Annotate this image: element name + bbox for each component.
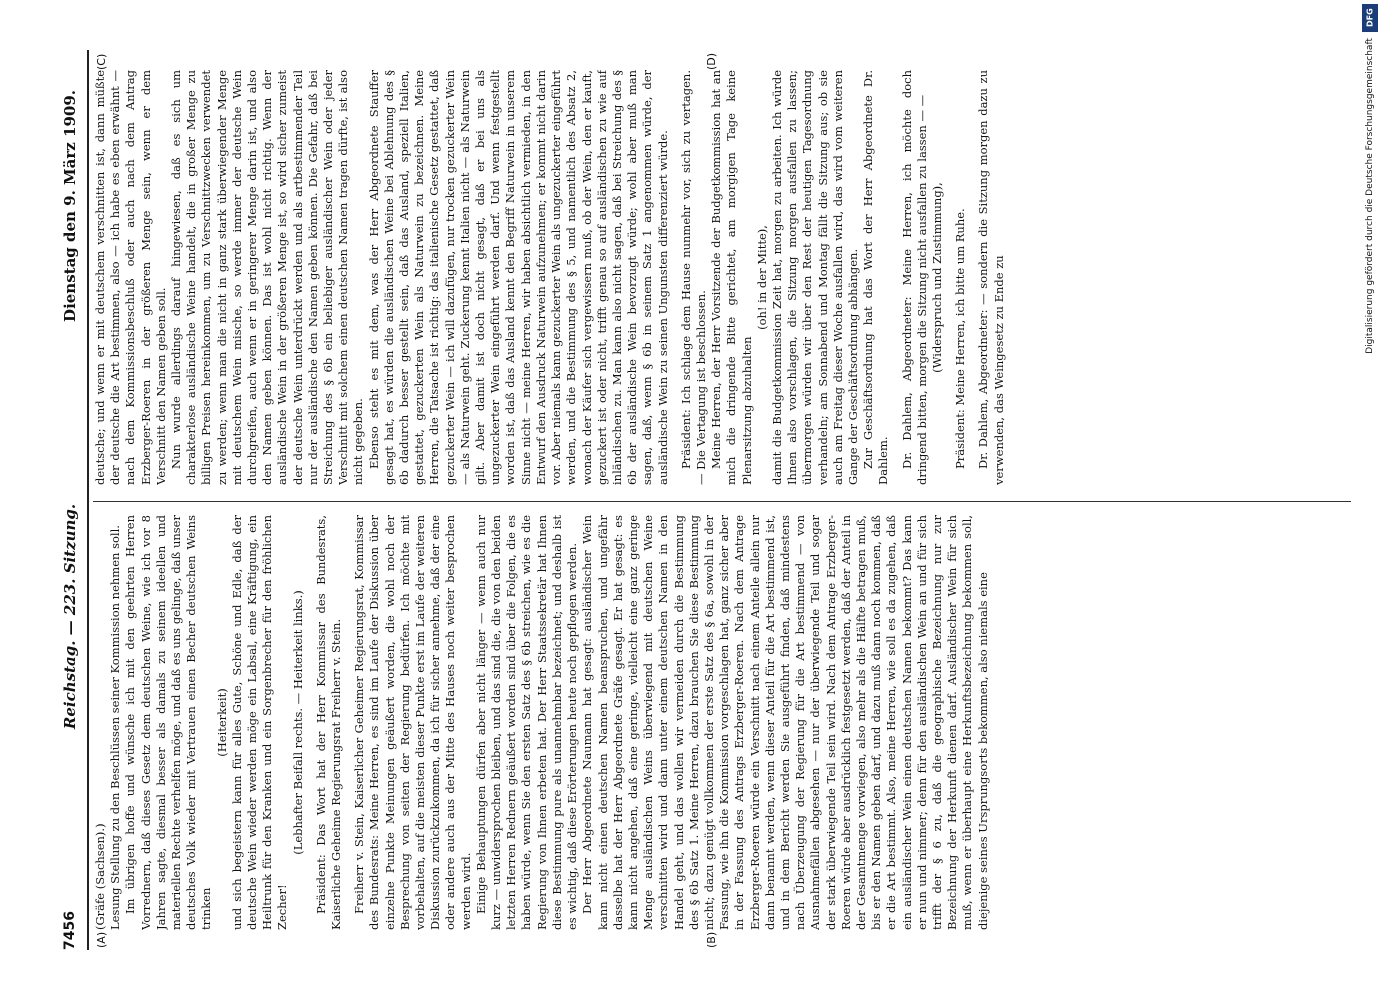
paragraph: deutsche; und wenn er mit deutschem verschnitten ist, dann müßte der deutsche die Art bestimmen, also — ich habe es eben erwähnt — nach dem Kommissionsbeschluß oder auch nach dem Antrag Erzberger-Roeren in der größeren Menge sein, wenn er dem Verschnitt den Namen geben soll.	[93, 70, 168, 485]
page-number: 7456	[62, 911, 78, 950]
margin-marker-a: (A)	[95, 931, 108, 948]
header-date: Dienstag den 9. März 1909.	[61, 90, 79, 322]
speaker-note: (Gräfe (Sachsen).)	[93, 823, 107, 930]
dfg-credit: Digitalisierung gefördert durch die Deutsche Forschungsgemeinschaft	[1365, 38, 1375, 354]
paragraph: Zur Geschäftsordnung hat das Wort der Herr Abgeordnete Dr. Dahlem.	[861, 70, 891, 485]
right-column	[93, 70, 1351, 485]
interjection: (oh! in der Mitte),	[754, 225, 769, 330]
page-header	[55, 50, 85, 950]
dfg-watermark	[1361, 4, 1379, 564]
speech-stein: Freiherr v. Stein, Kaiserlicher Geheimer Regierungsrat, Kommissar des Bundesrats: Meine Herren, es sind im Laufe der Diskussion über einzelne Punkte Meinungen geäußert worden, die wohl noch der Besprechung von seiten der Regierung bedürfen. Ich möchte mit vorbehalten, auf die meisten dieser Punkte erst im Laufe der weiteren Diskussion zurückzukommen, da ich für sicher annehme, daß der eine oder andere auch aus der Mitte des Hauses noch weiter besprochen werden wird.	[352, 515, 473, 930]
speech-dahlem: Dr. Dahlem, Abgeordneter: Meine Herren, ich möchte doch dringend bitten, morgen die Sitzung nicht ausfallen zu lassen — —	[899, 70, 929, 485]
paragraph: Lesung Stellung zu den Beschlüssen seiner Kommission nehmen soll.	[108, 525, 123, 930]
president-statement: Präsident: Meine Herren, ich bitte um Ruhe.	[953, 208, 968, 469]
margin-marker-b: (B)	[705, 931, 718, 948]
scanned-page	[55, 50, 1351, 950]
paragraph: damit die Budgetkommission Zeit hat, morgen zu arbeiten. Ich würde Ihnen also vorschlagen, die Sitzung morgen ausfallen zu lassen; übermorgen würden wir über den Rest der heutigen Tagesordnung verhandeln; am Sonnabend und Montag fällt die Sitzung aus; ob sie auch am Freitag dieser Woche ausfallen wird, das wird vom weiteren Gange der Geschäftsordnung abhängen.	[769, 70, 860, 485]
interjection: (Widerspruch und Zustimmung),	[929, 182, 944, 373]
paragraph: Einige Behauptungen dürfen aber nicht länger — wenn auch nur kurz — unwidersprochen bleiben, und das sind die, die von den beiden letzten Herren Rednern geäußert worden sind über die Folgen, die es haben würde, wenn Sie den ersten Satz des § 6b streichen, wie es die Regierung von Ihnen erbeten hat. Der Herr Staatssekretär hat Ihnen diese Bestimmung pure als unannehmbar bezeichnet; und deshalb ist es wichtig, daß diese Erörterungen heute noch gepflogen werden.	[473, 515, 580, 930]
speech-dahlem: Dr. Dahlem, Abgeordneter: — sondern die Sitzung morgen dazu zu verwenden, das Weingesetz zu Ende zu	[976, 70, 1006, 485]
paragraph: Nun wurde allerdings darauf hingewiesen, daß es sich um charakterlose ausländische Weine handelt, die in großer Menge zu billigen Preisen hereinkommen, um zu Verschnittzwecken verwendet zu werden; wenn man die nicht in ganz stark überwiegender Menge mit deutschem Wein mische, so werde immer der deutsche Wein durchgreifen, auch wenn er in geringerer Menge darin ist, und also den Namen geben können. Das ist wohl nicht richtig. Wenn der ausländische Wein in der größeren Menge ist, so wird sicher zumeist der deutsche Wein unterdrückt werden und als artbestimmender Teil nur der ausländische den Namen geben können. Die Gefahr, daß bei Streichung des § 6b ein beliebiger ausländischer Wein oder jeder Verschnitt mit solchem einen deutschen Namen tragen dürfte, ist also nicht gegeben.	[169, 70, 366, 485]
margin-marker-c: (C)	[95, 53, 108, 70]
paragraph: Der Herr Abgeordnete Naumann hat gesagt: ausländischer Wein kann nicht einen deutschen Namen beanspruchen, und ungefähr dasselbe hat der Herr Abgeordnete Gräfe gesagt. Er hat gesagt: es kann nicht angehen, daß eine geringe, vielleicht eine ganz geringe Menge ausländischen Weins überwiegend mit deutschen Weine verschnitten wird und dann unter einem deutschen Namen in den Handel geht, und das wollen wir vermeiden durch die Bestimmung des § 6b Satz 1. Meine Herren, dazu brauchen Sie diese Bestimmung nicht; dazu genügt vollkommen der erste Satz des § 6a, sowohl in der Fassung, wie ihn die Kommission vorgeschlagen hat, ganz sicher aber in der Fassung des Antrags Erzberger-Roeren. Nach dem Antrage Erzberger-Roeren würde ein Verschnitt nach einem Anteile allein nur dann benannt werden, wenn dieser Anteil für die Art bestimmend ist, und in dem Bericht werden Sie ausgeführt finden, daß mindestens nach Überzeugung der Regierung für die Art bestimmend — von Ausnahmefällen abgesehen — nur der überwiegende Teil und sogar der stark überwiegende Teil sein wird. Nach dem Antrage Erzberger-Roeren würde aber ausdrücklich festgesetzt werden, daß der Anteil in der Gesamtmenge vorwiegen, also mehr als die Hälfte betragen muß, bis er den Namen geben darf, und dazu muß dann noch kommen, daß er die Art bestimmt. Also, meine Herren, wie soll es da zugehen, daß ein ausländischer Wein einen deutschen Namen bekommt? Das kann er nun und nimmer; denn für den ausländischen Wein an und für sich trifft der § 6 zu, daß die geographische Bezeichnung nur zur Bezeichnung der Herkunft dienen darf. Ausländischer Wein für sich muß, wenn er überhaupt eine Herkunftsbezeichnung bekommen soll, diejenige seines Ursprungsorts bekommen, also niemals eine	[580, 515, 990, 930]
paragraph: Im übrigen hoffe und wünsche ich mit den geehrten Herren Vorrednern, daß dieses Gesetz dem deutschen Weine, wie ich vor 8 Jahren sagte, diesmal besser als damals zu seinem ideellen und materiellen Rechte verhelfen möge, und daß es uns gelinge, daß unser deutsches Volk wieder mit Vertrauen einen Becher deutschen Weins trinken	[123, 515, 214, 930]
column-divider	[93, 501, 1351, 502]
paragraph: Meine Herren, der Herr Vorsitzende der Budgetkommission hat an mich die dringende Bitte gerichtet, am morgigen Tage keine Plenarsitzung abzuhalten	[709, 70, 754, 485]
dfg-logo: DFG	[1362, 4, 1378, 32]
header-title: Reichstag. — 223. Sitzung.	[61, 503, 79, 730]
left-column	[93, 515, 1351, 930]
header-rule	[87, 50, 89, 950]
margin-marker-d: (D)	[705, 52, 718, 70]
interjection: (Heiterkeit)	[214, 688, 229, 757]
interjection: (Lebhafter Beifall rechts. — Heiterkeit links.)	[290, 590, 305, 855]
paragraph: Ebenso steht es mit dem, was der Herr Abgeordnete Stauffer gesagt hat, es würden die ausländischen Weine bei Ablehnung des § 6b dadurch besser gestellt sein, daß das Ausland, speziell Italien, gestattet, gezuckerten Wein als Naturwein zu bezeichnen. Meine Herren, die Tatsache ist richtig: das italienische Gesetz gestattet, daß gezuckerter Wein — ich will dazufügen, nur trocken gezuckerter Wein — als Naturwein geht. Zuckerung kennt Italien nicht — als Naturwein gilt. Aber damit ist doch nicht gesagt, daß er bei uns als ungezuckerter Wein eingeführt werden darf. Und wenn festgestellt worden ist, daß das Ausland kennt den Begriff Naturwein in unserem Sinne nicht — meine Herren, wir haben absichtlich vermieden, in den Entwurf den Ausdruck Naturwein aufzunehmen; er kommt nicht darin vor. Aber niemals kann gezuckerter Wein als ungezuckerter eingeführt werden, und die Bestimmung des § 5, und namentlich des Absatz 2, wonach der Käufer sich vergewissern muß, ob der Wein, den er kauft, gezuckert ist oder nicht, trifft genau so auf ausländischen zu wie auf inländischen zu. Man kann also nicht sagen, daß bei Streichung des § 6b der ausländische Wein bevorzugt würde; wohl aber muß man sagen, daß, wenn § 6b in seinem Satz 1 angenommen würde, der ausländische Wein zu seinen Ungunsten differenziert würde.	[366, 70, 670, 485]
president-statement: Präsident: Das Wort hat der Herr Kommissar des Bundesrats, Kaiserliche Geheime Regierungsrat Freiherr v. Stein.	[313, 515, 344, 930]
paragraph: und sich begeistern kann für alles Gute, Schöne und Edle, daß der deutsche Wein wieder werden möge ein Labsal, eine Kräftigung, ein Heiltrunk für den Kranken und ein Sorgenbrecher für den fröhlichen Zecher!	[229, 515, 290, 930]
president-statement: Präsident: Ich schlage dem Hause nunmehr vor, sich zu vertagen. — Die Vertagung ist beschlossen.	[678, 70, 708, 485]
